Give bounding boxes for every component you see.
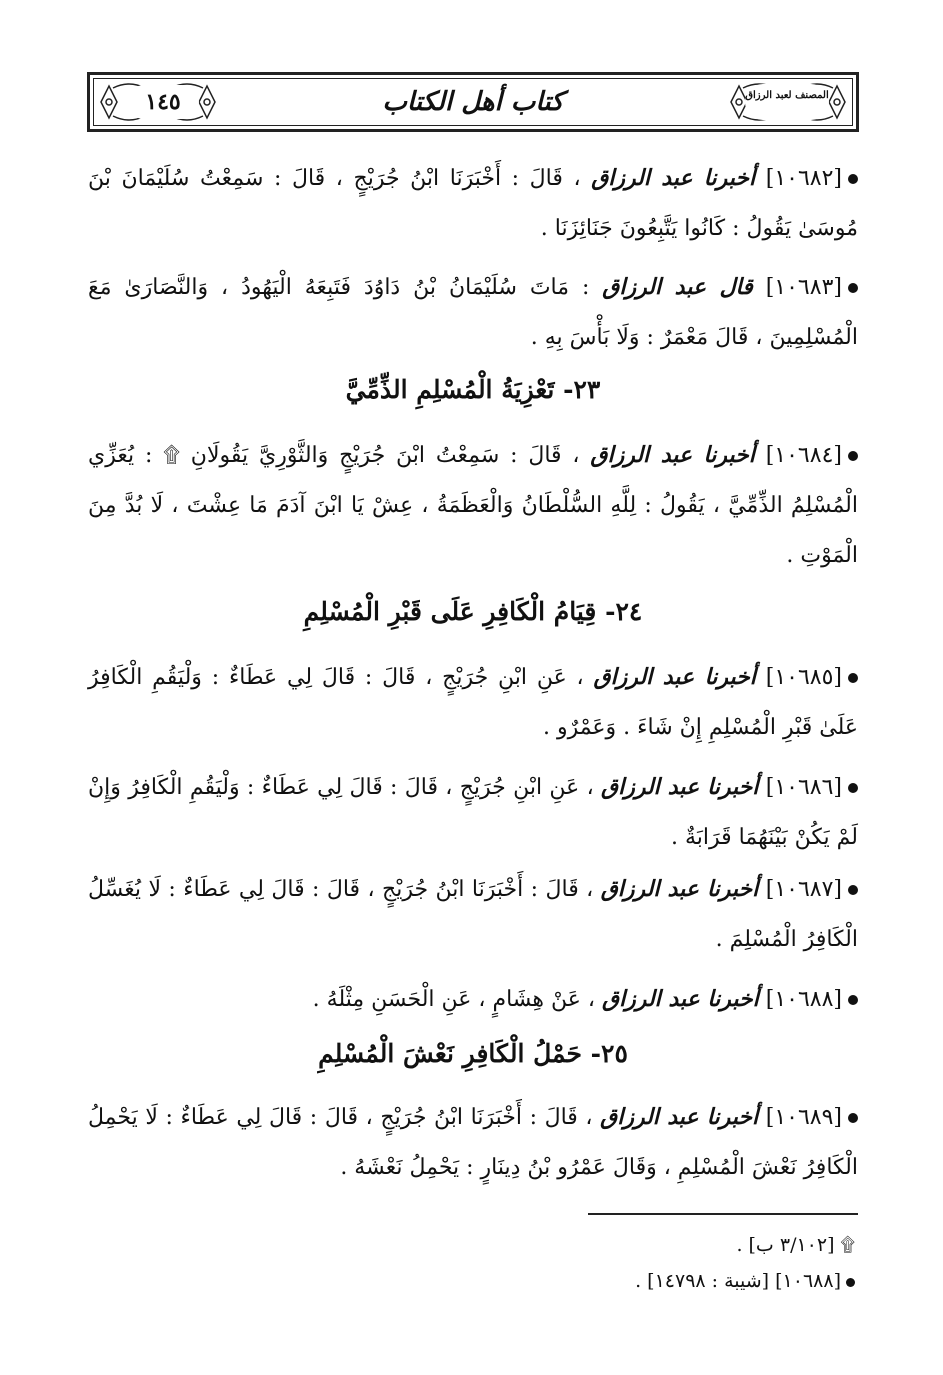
- section-heading-23: ٢٣- تَعْزِيَةُ الْمُسْلِمِ الذِّمِّيَّ: [345, 375, 601, 404]
- bullet-icon: [846, 1278, 855, 1287]
- bullet-icon: [848, 174, 858, 184]
- hadith-source: أخبرنا عبد الرزاق: [591, 165, 756, 191]
- hadith-text: ، قَالَ : أَخْبَرَنَا ابْنُ جُرَيْجٍ ، قَالَ : قَالَ لِي عَطَاءٌ : لَا يَحْمِلُ الْكَافِرُ نَعْشَ الْمُسْلِمِ ، وَقَالَ عَمْرُو بْنُ دِينَارٍ : يَحْمِلُ نَعْشَهُ .: [88, 1105, 858, 1180]
- hadith-text: ، قَالَ : سَمِعْتُ ابْنَ جُرَيْجٍ وَالثَّوْرِيَّ يَقُولَانِ ۩ : يُعَزِّي الْمُسْلِمُ الذِّمِّيَّ ، يَقُولُ : لِلَّهِ السُّلْطَانُ وَالْعَظَمَةُ ، عِشْ يَا ابْنَ آدَمَ مَا عِشْتَ ، لَا بُدَّ مِنَ الْمَوْتِ .: [88, 443, 858, 568]
- hadith-number: [١٠٦٨٤]: [765, 443, 842, 468]
- hadith-text: ، عَنْ هِشَامٍ ، عَنِ الْحَسَنِ مِثْلَهُ .: [312, 987, 595, 1012]
- hadith-text: : مَاتَ سُلَيْمَانُ بْنُ دَاوُدَ فَتَبِعَهُ الْيَهُودُ ، وَالنَّصَارَىٰ مَعَ الْمُسْلِمِينَ ، قَالَ مَعْمَرٌ : وَلَا بَأْسَ بِهِ .: [88, 275, 858, 350]
- footnote-2-text: [١٠٦٨٨] [شيبة : ١٤٧٩٨] .: [635, 1270, 841, 1292]
- section-heading-25: ٢٥- حَمْلُ الْكَافِرِ نَعْشَ الْمُسْلِمِ: [318, 1039, 628, 1068]
- hadith-10686: [88, 762, 858, 863]
- page-number: ١٤٥: [127, 85, 199, 119]
- footnote-1: ۩ [٣/١٠٢ ب] .: [736, 1234, 855, 1256]
- hadith-number: [١٠٦٨٩]: [765, 1105, 843, 1130]
- hadith-text: ، قَالَ : أَخْبَرَنَا ابْنُ جُرَيْجٍ ، قَالَ : سَمِعْتُ سُلَيْمَانَ بْنَ مُوسَىٰ يَقُولُ : كَانُوا يَتَّبِعُونَ جَنَائِزَنَا .: [88, 166, 858, 241]
- footnote-divider: [588, 1213, 858, 1215]
- page-header: [87, 72, 859, 132]
- hadith-source: أخبرنا عبد الرزاق: [600, 876, 759, 902]
- hadith-source: أخبرنا عبد الرزاق: [590, 442, 755, 468]
- hadith-10688: [88, 974, 858, 1025]
- hadith-10687: [88, 864, 858, 965]
- hadith-text: ، عَنِ ابْنِ جُرَيْجٍ ، قَالَ : قَالَ لِي عَطَاءٌ : وَلْيَقُمِ الْكَافِرُ عَلَىٰ قَبْرِ الْمُسْلِمِ إِنْ شَاءَ . وَعَمْرٌو .: [88, 665, 858, 740]
- hadith-source: أخبرنا عبد الرزاق: [600, 1104, 759, 1130]
- hadith-number: [١٠٦٨٦]: [765, 775, 842, 800]
- book-badge: المصنف لعبد الرزاق: [745, 84, 829, 120]
- bullet-icon: [848, 283, 858, 293]
- hadith-number: [١٠٦٨٢]: [765, 166, 842, 191]
- hadith-source: أخبرنا عبد الرزاق: [601, 774, 759, 800]
- hadith-source: أخبرنا عبد الرزاق: [593, 664, 756, 690]
- hadith-10682: [88, 153, 858, 254]
- section-heading-24: ٢٤- قِيَامُ الْكَافِرِ عَلَى قَبْرِ الْمُسْلِمِ: [303, 597, 643, 626]
- hadith-10685: [88, 652, 858, 753]
- bullet-icon: [848, 1113, 858, 1123]
- hadith-number: [١٠٦٨٣]: [765, 275, 842, 300]
- book-title: كتاب أهل الكتاب: [382, 87, 564, 117]
- bullet-icon: [848, 451, 858, 461]
- hadith-number: [١٠٦٨٧]: [765, 877, 842, 902]
- hadith-10683: [88, 262, 858, 363]
- bullet-icon: [848, 783, 858, 793]
- hadith-number: [١٠٦٨٥]: [765, 665, 843, 690]
- hadith-source: قال عبد الرزاق: [602, 274, 753, 300]
- bullet-icon: [848, 885, 858, 895]
- bullet-icon: [848, 995, 858, 1005]
- bullet-icon: [848, 673, 858, 683]
- footnote-2: [635, 1266, 855, 1296]
- hadith-10689: [88, 1092, 858, 1193]
- hadith-source: أخبرنا عبد الرزاق: [602, 986, 759, 1012]
- hadith-number: [١٠٦٨٨]: [765, 987, 842, 1012]
- hadith-text: ، عَنِ ابْنِ جُرَيْجٍ ، قَالَ : قَالَ لِي عَطَاءٌ : وَلْيَقُمِ الْكَافِرُ وَإِنْ لَمْ يَكُنْ بَيْنَهُمَا قَرَابَةٌ .: [88, 775, 858, 850]
- hadith-10684: [88, 430, 858, 581]
- hadith-text: ، قَالَ : أَخْبَرَنَا ابْنُ جُرَيْجٍ ، قَالَ : قَالَ لِي عَطَاءٌ : لَا يُغَسِّلُ الْكَافِرُ الْمُسْلِمَ .: [88, 877, 858, 952]
